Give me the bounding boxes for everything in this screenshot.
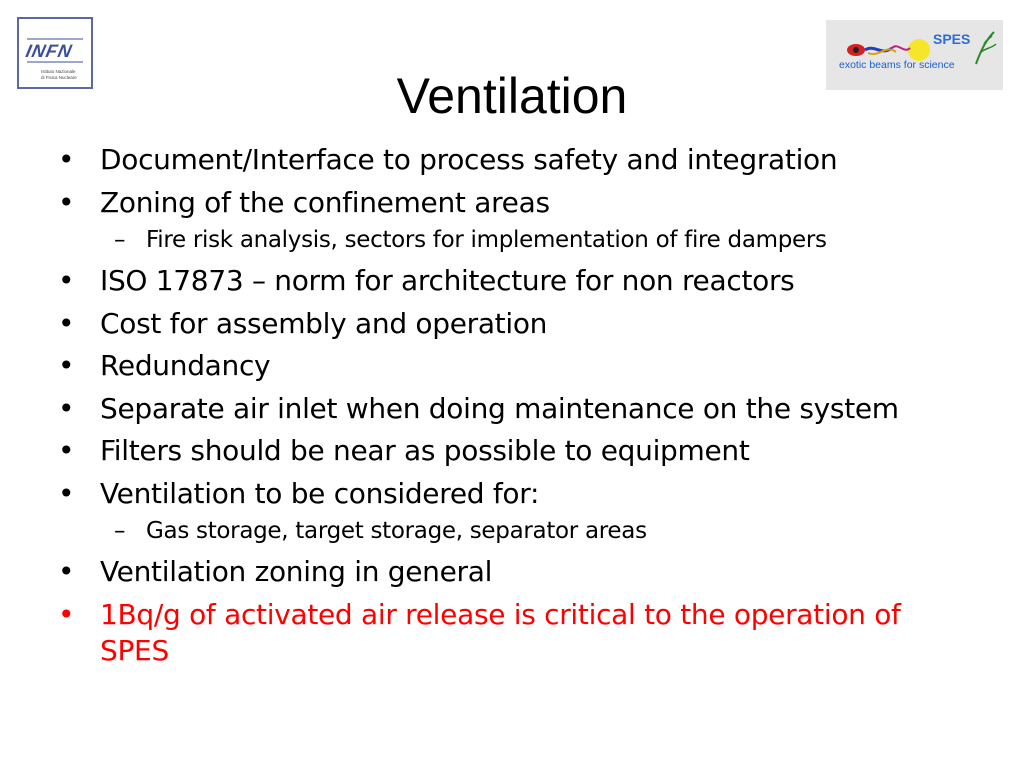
dash-icon: – xyxy=(114,227,126,253)
bullet-icon: • xyxy=(58,391,75,425)
slide-title: Ventilation xyxy=(396,68,628,124)
bullet-icon: • xyxy=(58,306,75,340)
bullet-text: Document/Interface to process safety and integration xyxy=(100,143,838,176)
bullet-text: Ventilation zoning in general xyxy=(100,555,493,588)
bullet-text: Ventilation to be considered for: xyxy=(100,476,540,510)
dash-icon: – xyxy=(114,518,126,544)
bullet-item xyxy=(58,306,958,342)
bullet-icon: • xyxy=(58,349,75,382)
sub-bullet-item xyxy=(58,225,958,255)
bullet-icon: • xyxy=(58,476,75,510)
bullet-item xyxy=(58,391,958,427)
bullet-icon: • xyxy=(58,555,75,588)
bullet-icon: • xyxy=(58,434,75,467)
bullet-item xyxy=(58,348,958,384)
bullet-icon: • xyxy=(58,264,75,297)
bullet-text: 1Bq/g of activated air release is critical to the operation of SPES xyxy=(100,597,901,667)
bullet-item-highlight xyxy=(58,597,958,669)
bullet-item xyxy=(58,142,958,178)
bullet-text: Redundancy xyxy=(100,349,271,382)
sub-bullet-item xyxy=(58,516,958,546)
infn-logo-text: INFN xyxy=(24,41,75,61)
bullet-item xyxy=(58,185,958,221)
sun-icon xyxy=(908,39,930,61)
bullet-icon: • xyxy=(58,185,75,219)
bullet-item xyxy=(58,554,958,590)
bullet-item xyxy=(58,476,958,512)
infn-logo-subtext-2: di Fisica Nucleare xyxy=(41,75,77,80)
bullet-text: Zoning of the confinement areas xyxy=(100,185,550,219)
bullet-icon: • xyxy=(58,143,75,176)
bullet-item xyxy=(58,263,958,299)
bullet-text: ISO 17873 – norm for architecture for non reactors xyxy=(100,264,795,297)
bullet-text: Cost for assembly and operation xyxy=(100,306,548,340)
spes-logo-tagline: exotic beams for science xyxy=(839,59,955,71)
bullet-list xyxy=(58,142,958,675)
bullet-icon: • xyxy=(58,597,75,631)
bullet-text: Separate air inlet when doing maintenance on the system xyxy=(100,391,899,425)
spes-logo-title: SPES xyxy=(933,31,971,47)
sub-bullet-text: Fire risk analysis, sectors for implementation of fire dampers xyxy=(146,227,827,253)
infn-logo-subtext-1: Istituto Nazionale xyxy=(41,69,76,74)
sub-bullet-text: Gas storage, target storage, separator areas xyxy=(146,518,647,544)
bullet-text: Filters should be near as possible to equipment xyxy=(100,434,750,467)
bullet-item xyxy=(58,433,958,469)
